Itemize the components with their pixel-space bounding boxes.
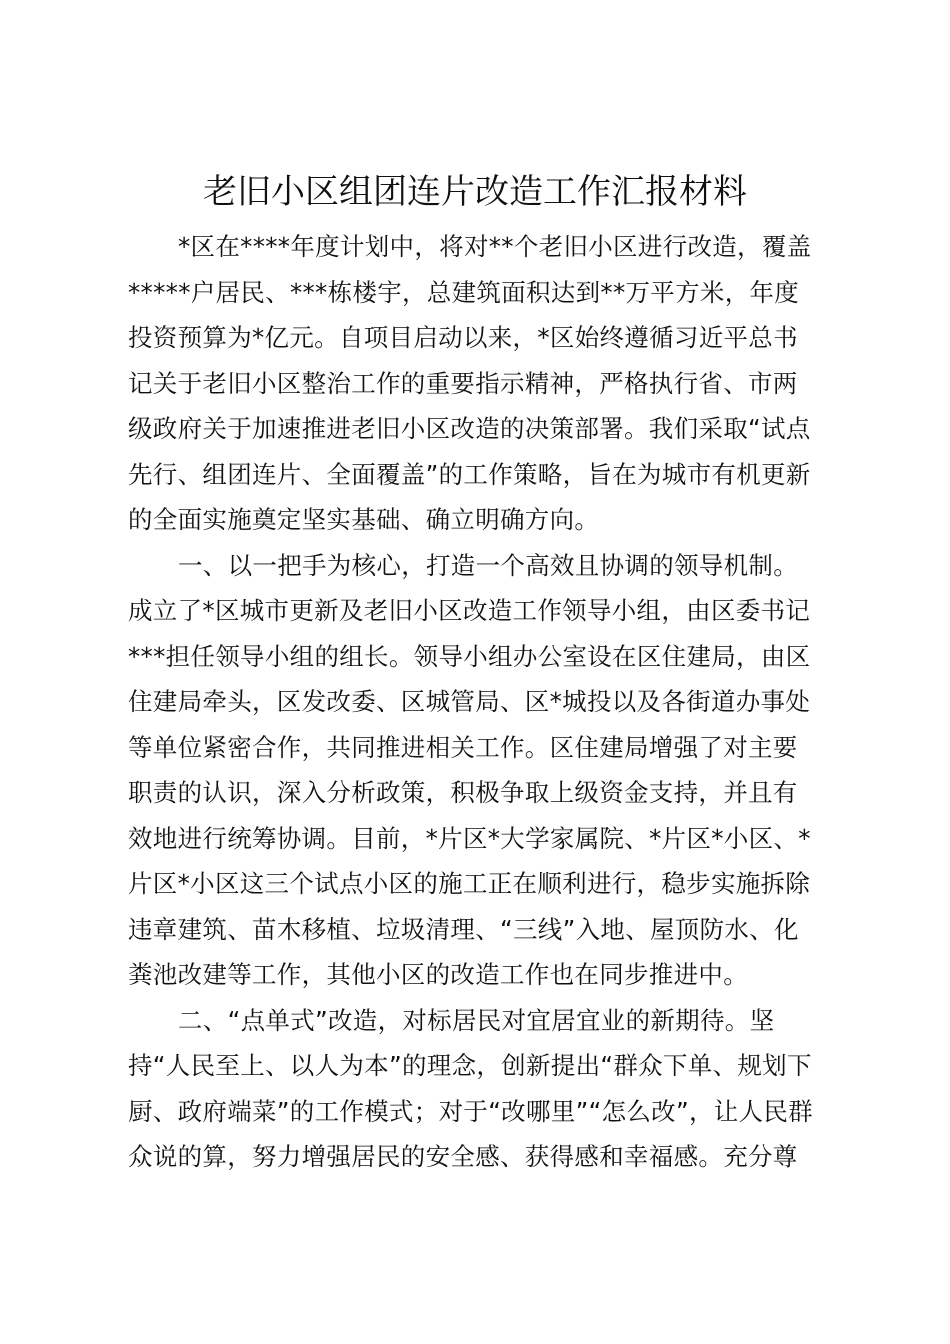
document-body — [128, 224, 832, 1180]
paragraph-line: 效地进行统筹协调。目前，*片区*大学家属院、*片区*小区、* — [128, 823, 811, 853]
paragraph-line: 片区*小区这三个试点小区的施工正在顺利进行，稳步实施拆除 — [128, 869, 811, 898]
paragraph-line: *区在****年度计划中，将对**个老旧小区进行改造，覆盖 — [178, 232, 812, 261]
paragraph-line: 级政府关于加速推进老旧小区改造的决策部署。我们采取“试点 — [128, 414, 811, 443]
paragraph-line: 住建局牵头，区发改委、区城管局、区*城投以及各街道办事处 — [128, 687, 811, 716]
paragraph-line: 投资预算为*亿元。自项目启动以来，*区始终遵循习近平总书 — [128, 323, 798, 352]
paragraph-line: 职责的认识，深入分析政策，积极争取上级资金支持，并且有 — [128, 778, 798, 807]
paragraph-line: 成立了*区城市更新及老旧小区改造工作领导小组，由区委书记 — [128, 596, 811, 625]
section-heading-line: 二、“点单式”改造，对标居民对宜居宜业的新期待。坚 — [178, 1005, 775, 1035]
section-heading-line: 一、以一把手为核心，打造一个高效且协调的领导机制。 — [178, 550, 798, 580]
paragraph-line: 违章建筑、苗木移植、垃圾清理、“三线”入地、屋顶防水、化 — [128, 914, 799, 944]
paragraph-line: 众说的算，努力增强居民的安全感、获得感和幸福感。充分尊 — [128, 1142, 798, 1171]
paragraph-line: *****户居民、***栋楼宇，总建筑面积达到**万平方米，年度 — [128, 277, 800, 307]
paragraph-line: 粪池改建等工作，其他小区的改造工作也在同步推进中。 — [128, 960, 748, 989]
paragraph-line: 等单位紧密合作，共同推进相关工作。区住建局增强了对主要 — [128, 732, 798, 762]
paragraph-line: 先行、组团连片、全面覆盖”的工作策略，旨在为城市有机更新 — [128, 459, 811, 489]
paragraph-line: 持“人民至上、以人为本”的理念，创新提出“群众下单、规划下 — [128, 1051, 812, 1080]
paragraph-line: 的全面实施奠定坚实基础、确立明确方向。 — [128, 505, 600, 534]
paragraph-line: ***担任领导小组的组长。领导小组办公室设在区住建局，由区 — [128, 641, 811, 671]
paragraph-line: 厨、政府端菜”的工作模式；对于“改哪里”“怎么改”，让人民群 — [128, 1096, 813, 1126]
document-title: 老旧小区组团连片改造工作汇报材料 — [203, 172, 747, 212]
paragraph-line: 记关于老旧小区整治工作的重要指示精神，严格执行省、市两 — [128, 368, 798, 398]
